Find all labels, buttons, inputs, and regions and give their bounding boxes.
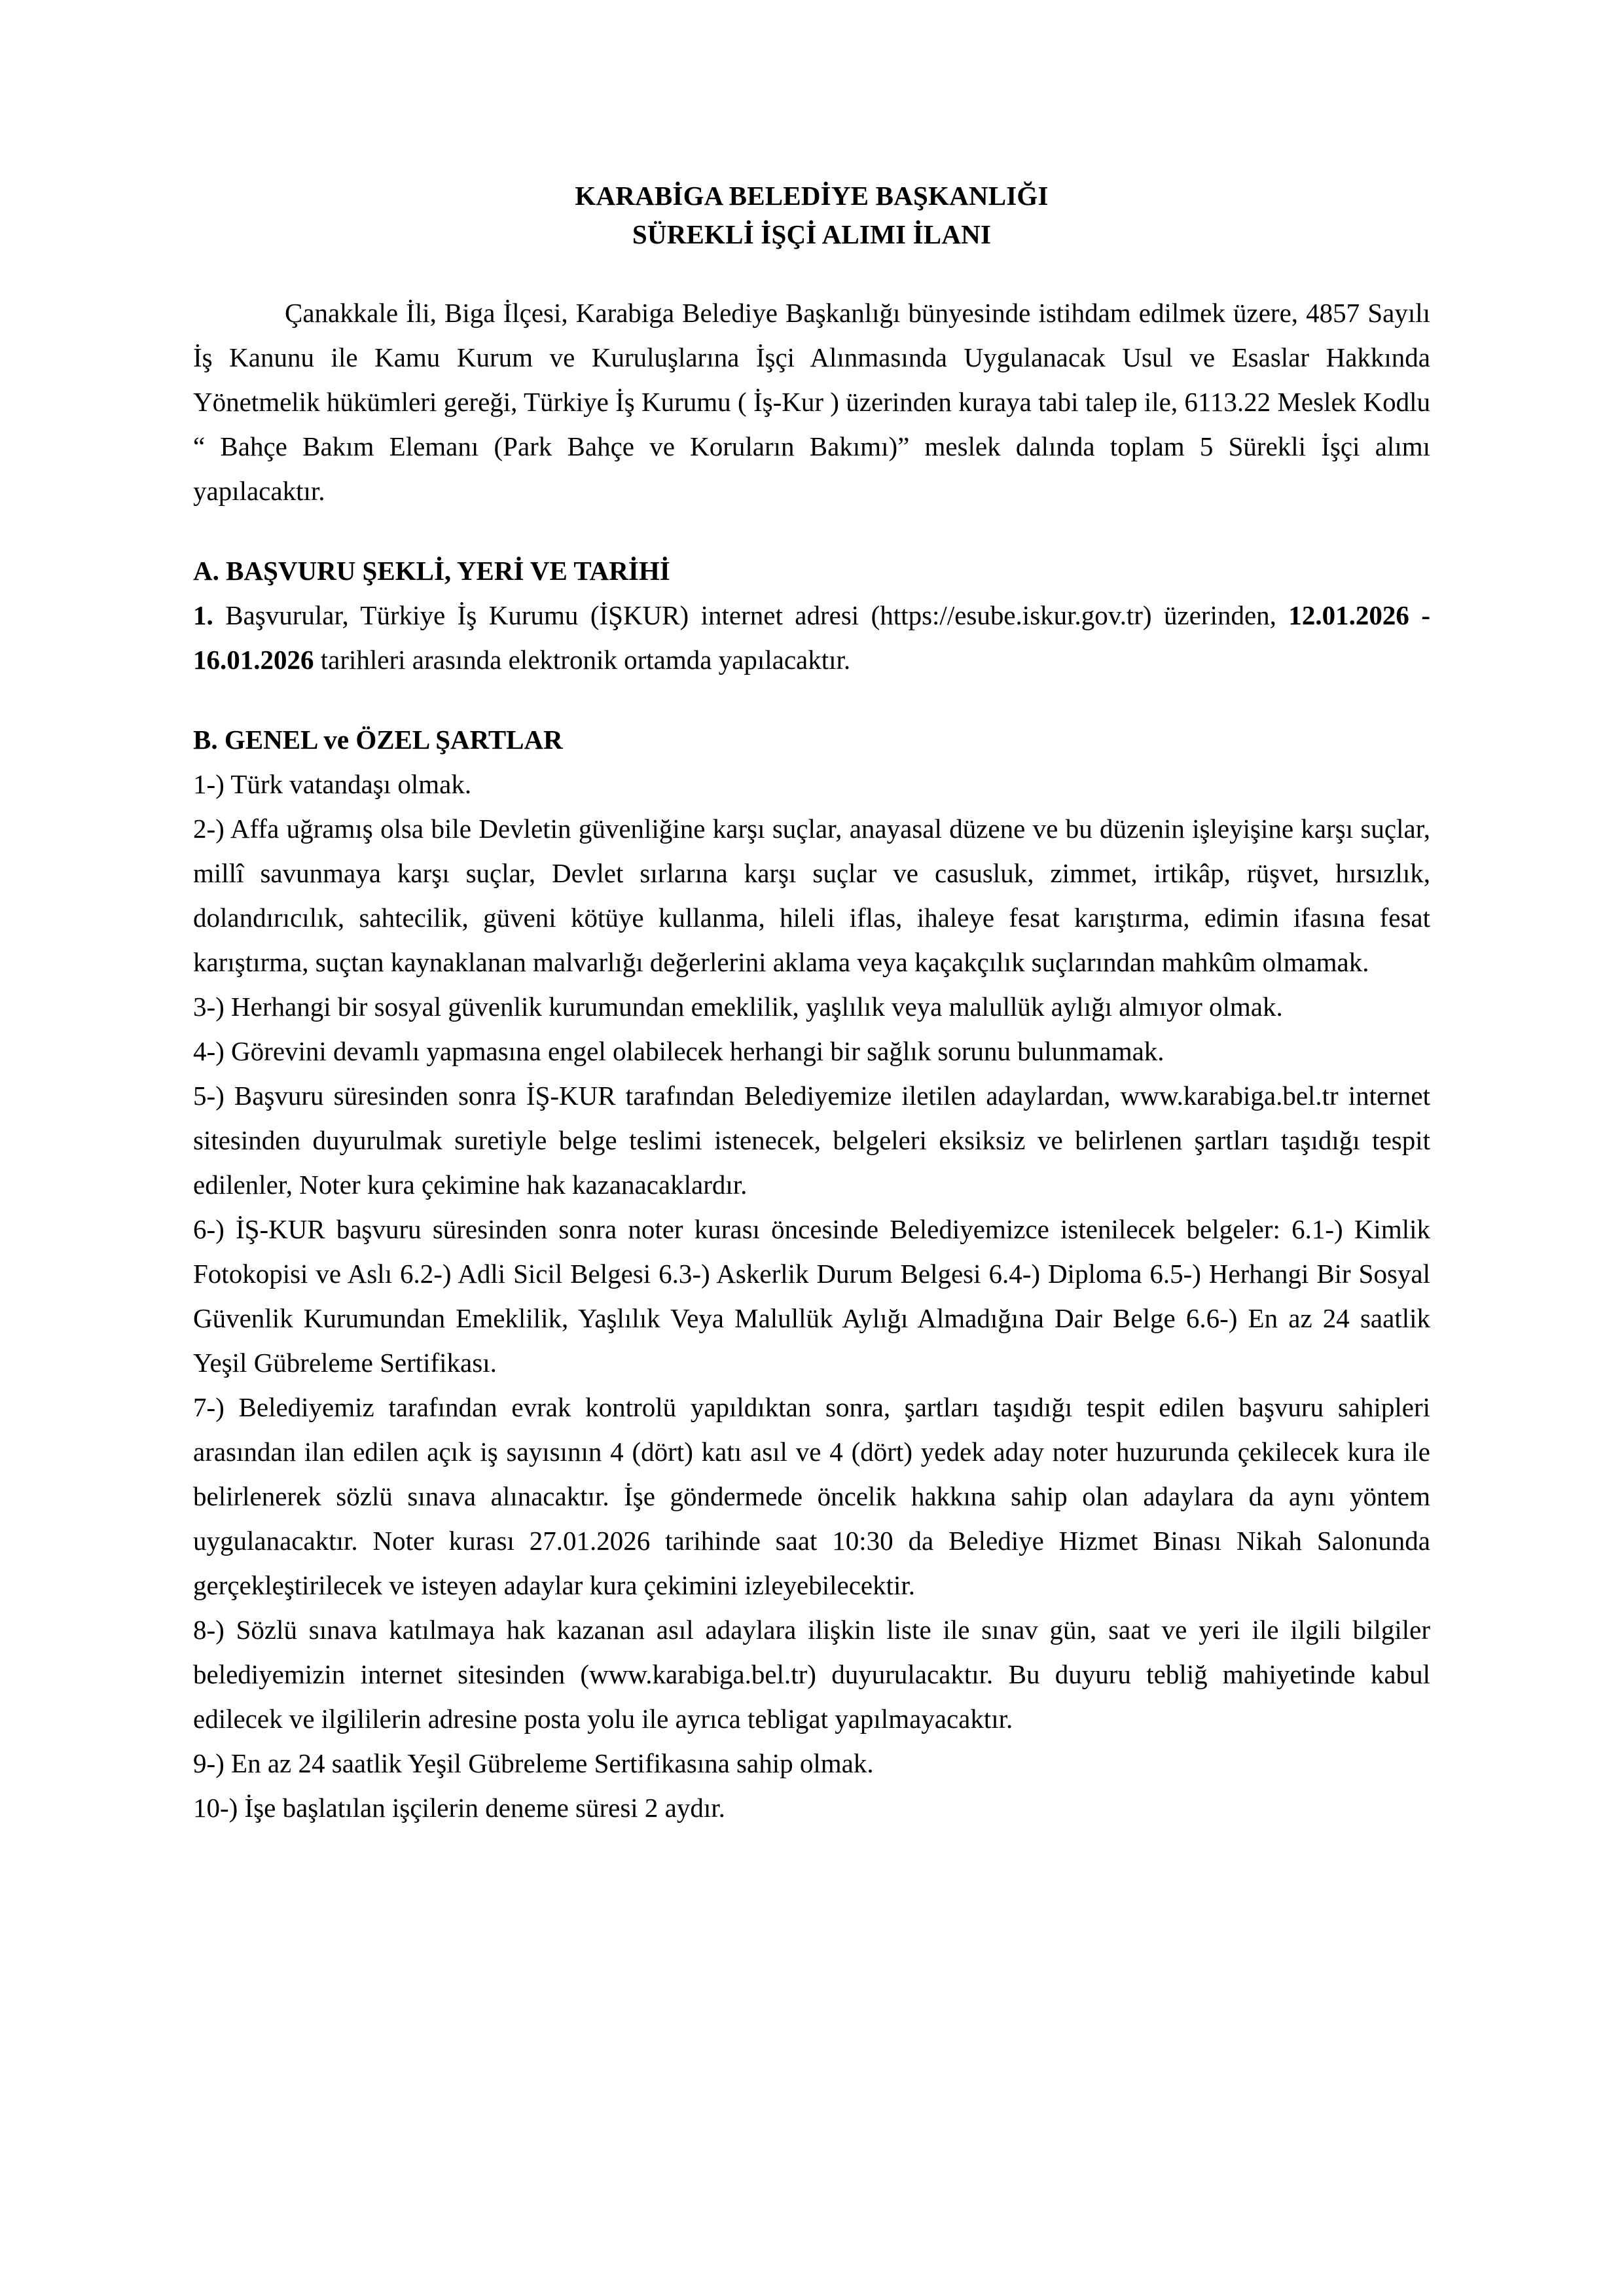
section-b-item-5: 5-) Başvuru süresinden sonra İŞ-KUR tarafından Belediyemize iletilen adaylardan, www.karabiga.bel.tr internet sitesinden duyurulmak suretiyle belge teslimi istenecek, belgeleri eksiksiz ve belirlenen şartları taşıdığı tespit edilenler, Noter kura çekimine hak kazanacaklardır. xyxy=(193,1081,1430,1200)
section-a-heading: A. BAŞVURU ŞEKLİ, YERİ VE TARİHİ xyxy=(193,556,670,586)
section-b-item-9: 9-) En az 24 saatlik Yeşil Gübreleme Sertifikasına sahip olmak. xyxy=(193,1748,874,1778)
document-title-line-2: SÜREKLİ İŞÇİ ALIMI İLANI xyxy=(632,219,992,249)
section-b-item-4: 4-) Görevini devamlı yapmasına engel olabilecek herhangi bir sağlık sorunu bulunmamak. xyxy=(193,1036,1164,1066)
document-title xyxy=(193,177,1430,254)
section-a-item-1-text-after-dates: tarihleri arasında elektronik ortamda yapılacaktır. xyxy=(314,645,851,675)
section-b-item-6: 6-) İŞ-KUR başvuru süresinden sonra noter kurası öncesinde Belediyemizce istenilecek belgeler: 6.1-) Kimlik Fotokopisi ve Aslı 6.2-) Adli Sicil Belgesi 6.3-) Askerlik Durum Belgesi 6.4-) Diploma 6.5-) Herhangi Bir Sosyal Güvenlik Kurumundan Emeklilik, Yaşlılık Veya Malullük Aylığı Almadığına Dair Belge 6.6-) En az 24 saatlik Yeşil Gübreleme Sertifikası. xyxy=(193,1214,1430,1378)
section-b-item-1: 1-) Türk vatandaşı olmak. xyxy=(193,769,472,799)
section-b-item-3: 3-) Herhangi bir sosyal güvenlik kurumundan emeklilik, yaşlılık veya malullük aylığı almıyor olmak. xyxy=(193,992,1283,1022)
section-a-item-1 xyxy=(193,593,1430,682)
section-a-application-dates: 12.01.2026 - 16.01.2026 xyxy=(193,600,1430,675)
section-a-item-1-number: 1. xyxy=(193,600,213,630)
section-b-item-8: 8-) Sözlü sınava katılmaya hak kazanan asıl adaylara ilişkin liste ile sınav gün, saat ve yeri ile ilgili bilgiler belediyemizin internet sitesinden (www.karabiga.bel.tr) duyurulacaktır. Bu duyuru tebliğ mahiyetinde kabul edilecek ve ilgililerin adresine posta yolu ile ayrıca tebligat yapılmayacaktır. xyxy=(193,1615,1430,1734)
intro-paragraph: Çanakkale İli, Biga İlçesi, Karabiga Belediye Başkanlığı bünyesinde istihdam edilmek üzere, 4857 Sayılı İş Kanunu ile Kamu Kurum ve Kuruluşlarına İşçi Alınmasında Uygulanacak Usul ve Esaslar Hakkında Yönetmelik hükümleri gereği, Türkiye İş Kurumu ( İş-Kur ) üzerinden kuraya tabi talep ile, 6113.22 Meslek Kodlu “ Bahçe Bakım Elemanı (Park Bahçe ve Koruların Bakımı)” meslek dalında toplam 5 Sürekli İşçi alımı yapılacaktır. xyxy=(193,298,1430,506)
section-b-heading: B. GENEL ve ÖZEL ŞARTLAR xyxy=(193,725,563,755)
document-title-line-1: KARABİGA BELEDİYE BAŞKANLIĞI xyxy=(575,181,1049,211)
section-b-item-10: 10-) İşe başlatılan işçilerin deneme süresi 2 aydır. xyxy=(193,1793,725,1823)
section-a-item-1-text-before-dates: Başvurular, Türkiye İş Kurumu (İŞKUR) internet adresi (https://esube.iskur.gov.tr) üzerinden, xyxy=(213,600,1289,630)
section-b-item-7: 7-) Belediyemiz tarafından evrak kontrolü yapıldıktan sonra, şartları taşıdığı tespit edilen başvuru sahipleri arasından ilan edilen açık iş sayısının 4 (dört) katı asıl ve 4 (dört) yedek aday noter huzurunda çekilecek kura ile belirlenerek sözlü sınava alınacaktır. İşe göndermede öncelik hakkına sahip olan adaylara da aynı yöntem uygulanacaktır. Noter kurası 27.01.2026 tarihinde saat 10:30 da Belediye Hizmet Binası Nikah Salonunda gerçekleştirilecek ve isteyen adaylar kura çekimini izleyebilecektir. xyxy=(193,1392,1430,1600)
section-b-item-2: 2-) Affa uğramış olsa bile Devletin güvenliğine karşı suçlar, anayasal düzene ve bu düzenin işleyişine karşı suçlar, millî savunmaya karşı suçlar, Devlet sırlarına karşı suçlar ve casusluk, zimmet, irtikâp, rüşvet, hırsızlık, dolandırıcılık, sahtecilik, güveni kötüye kullanma, hileli iflas, ihaleye fesat karıştırma, edimin ifasına fesat karıştırma, suçtan kaynaklanan malvarlığı değerlerini aklama veya kaçakçılık suçlarından mahkûm olmamak. xyxy=(193,814,1430,977)
